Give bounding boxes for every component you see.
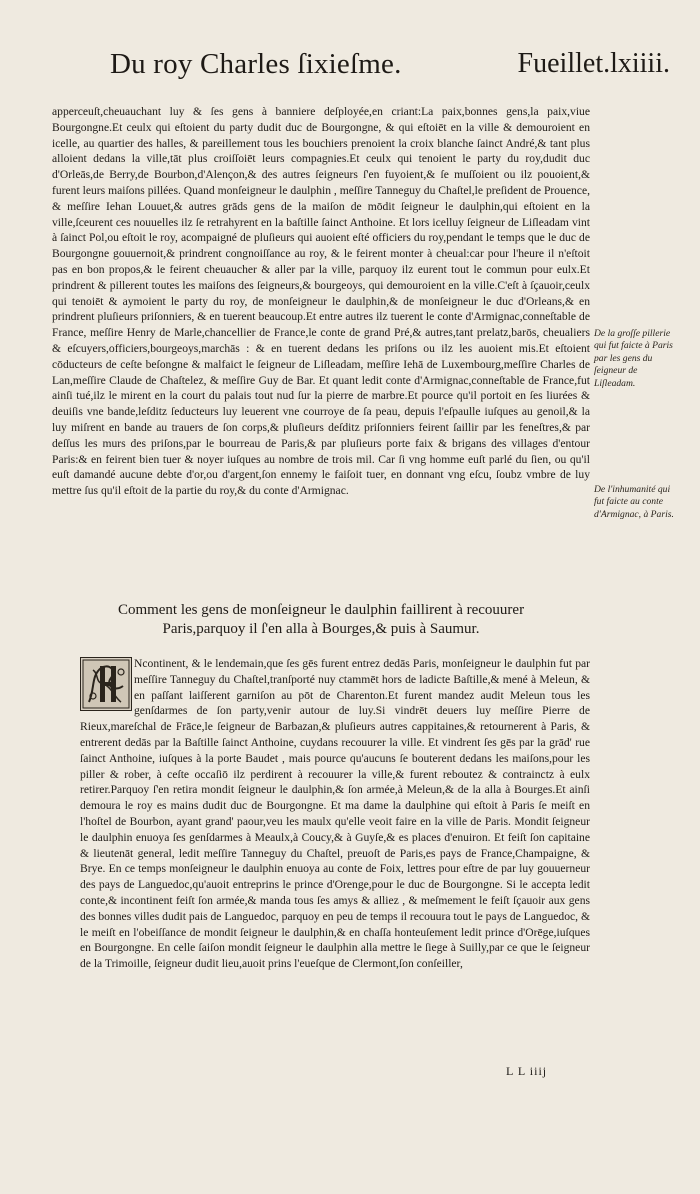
chapter-heading-line-2: Paris,parquoy il ſ'en alla à Bourges,& puis à Saumur. [162,621,480,637]
chapter-heading-line-1: Comment les gens de monſeigneur le daulphin faillirent à recouurer [117,602,525,618]
signature-mark: L L iiij [506,1064,548,1078]
body-text-block-1 [52,104,590,594]
folio-number: Fueillet.lxiiii. [517,48,670,79]
paragraph: apperceuſt,cheuauchant luy & ſes gens à banniere deſployée,en criant:La paix,bonnes gens,la paix,viue Bourgongne.Et ceulx qui eſtoient du party dudit duc de Bourgongne, & qui eſtoiēt en la ville & demouroient en icelle, au quartier des halles, & pareillement tous les bouchiers prenoient la croix blanche ſainct André,& tant plus alloient dedans la ville,tāt plus croiſſoiēt leurs compagnies.Et ceulx qui tenoient le party du roy,dudit duc d'Orleās,de Berry,de Bourbon,d'Alençon,& des autres ſeigneurs ſ'en fuyoient,& ſe muſſoient ou ilz pouoient,& furent leurs maiſons pillées. Quand monſeigneur le daulphin , meſſire Tanneguy du Chaſtel,le preſident de Prouence, & meſſire Iehan Louuet,& autres grāds gens de la maiſon de mōdit ſeigneur le daulphin,qui eſtoient en la ville,ſceurent ces nouuelles ilz ſe retrahyrent en la baſtille ſainct Anthoine. Et lors icelluy ſeigneur de Liſleadam vint à ſainct Pol,ou eſtoit le roy, acompaigné de pluſieurs qui auoient eſté officiers du roy,pendant le temps que le duc de Bourgongne gouuernoit,& prindrent congnoiſſance au roy, & le feirent monter à cheual:car pour l'heure il n'eſtoit pas en bon propos,& le feirent cheuaucher & aller par la ville, parquoy ilz eurent tout le commun pour eulx.Et prindrent & pillerent toutes les maiſons des ſeigneurs,& bourgeoys, qui demouroient en la ville.C'eſt à ſçauoir,ceulx qui tenoiēt & aymoient le party du roy, de monſeigneur le daulphin,& de monſeigneur le duc d'Orleans,& en prindrent pluſieurs priſonniers, & en tuerent beaucoup.Et entre autres ilz tuerent le conte d'Armignac,conneſtable de France, meſſire Henry de Marle,chancellier de France,le conte de grand Pré,& autres,tant prelatz,barōs, cheualiers & eſcuyers,officiers,bourgeoys,marchās : & en tuerent dedans les priſons ou ilz les auoient mis.Et eſtoient cōducteurs de ceſte beſongne & malfaict le ſeigneur de Liſleadam, meſſire Iehā de Luxembourg,meſſire Charles de Lan,meſſire Claude de Chaſtelez, & meſſire Guy de Bar. Et quant ledit conte d'Armignac,conneſtable de France,fut ainſi tué,ilz le mirent en la court du palais tout nud ſur la pierre de marbre.Et pource qu'il portoit en ſes liurées & deuiſis vne bande,leſditz ſeducteurs luy leuerent vne courroye de ſa peau, depuis l'eſpaulle iuſques au genoil,& la luy miſrent en bande au trauers de ſon corps,& pluſieurs deſditz priſonniers feirent ſaillir par les feneſtres,& par deſſus les murs des priſons,par le bourreau de Paris,& par pluſieurs porte faix & brigans des villages d'entour Paris:& en feirent bien tuer & noyer iuſques au nombre de trois mil. Car ſi vng homme euſt parlé du ſien, ou qu'il euſt damandé aucune debte d'or,ou d'argent,ſon ennemy le faiſoit tuer, en donnant vng eſcu, ſoubz vmbre de luy mettre ſus qu'il eſtoit de la partie du roy,& du conte d'Armignac. [52,105,590,498]
margin-note-pillage: De la groſſe pillerie qui fut faicte à Paris par les gens du ſeigneur de Liſleadam. [594,328,673,389]
ornamental-initial-image [80,657,132,711]
chapter-heading [52,601,590,639]
margin-note-inhumanity: De l'inhumanité qui fut faicte au conte d'Armignac, à Paris. [594,484,674,520]
running-header [110,48,670,98]
running-title: Du roy Charles ſixieſme. [110,48,402,80]
body-text-block-2 [80,656,590,1068]
ornamental-initial-graphic [81,658,131,710]
paragraph: Ncontinent, & le lendemain,que ſes gēs furent entrez dedās Paris, monſeigneur le daulphin fut par meſſire Tanneguy du Chaſtel,tranſporté nuy ctammēt hors de ladicte Baſtille,& mené à Meleun, & en paſſant laiſſerent garniſon au pōt de Charenton.Et furent mandez audit Meleun tous les genſdarmes de ſon party,venir autour de luy.Si vindrēt deuers luy meſſire Pierre de Rieux,mareſchal de Frāce,le ſeigneur de Barbazan,& pluſieurs autres cappitaines,& retournerent à Paris, & entrerent dedās par la Baſtille ſainct Anthoine, cuydans recouurer la ville. Et vindrent ſes gēs par la grād' rue ſainct Anthoine, iuſques à la porte Baudet , mais pource qu'aucuns ſe bouterent dedans les maiſons,pour les piller & rober, à ceſte occaſiō ilz perdirent à recouurer la ville,& furent reboutez & contrainctz à eulx retirer.Parquoy ſ'en retira mondit ſeigneur le daulphin,& ſon armée,à Meleun,& de la alla à Bourges.Et ainſi demoura le roy es mains dudit duc de Bourgongne. Et ma dame la daulphine qui eſtoit à Paris ſe meiſt en l'hoſtel de Bourbon, ayant grand' paour,veu les maulx qu'elle veoit faire en la ville de Paris. Mondit ſeigneur le daulphin enuoya ſes genſdarmes à Meaulx,à Coucy,& à Guyſe,& es places d'enuiron. Et feiſt ſon capitaine & lieutenāt general, ledit meſſire Tanneguy du Chaſtel, preuoſt de Paris,es pays de France,Champaigne, & Brye. En ce temps monſeigneur le daulphin enuoya au conte de Foix, lettres pour eſtre de par luy gouuerneur des pays de Languedoc,qu'auoit entreprins le prince d'Orenge,pour le duc de Bourgongne. Si le accepta ledit conte,& incontinent feiſt ſon armée,& manda tous ſes amys & alliez , & meſmement le feiſt ſçauoir aux gens des bonnes villes dudit pais de Languedoc, parquoy en peu de temps il recouura tout le pays de Languedoc, & le meiſt en l'obeiſſance de mondit ſeigneur le daulphin,& en chaſſa honteuſement ledit prince d'Orēge,iuſques en Bourgongne. En celle ſaiſon mondit ſeigneur le daulphin alla mettre le ſiege à Suilly,par ce que le ſeigneur de la Trimoille, ſeigneur dudit lieu,auoit prins l'eueſque de Clermont,ſon conſeiller, [80,657,590,971]
